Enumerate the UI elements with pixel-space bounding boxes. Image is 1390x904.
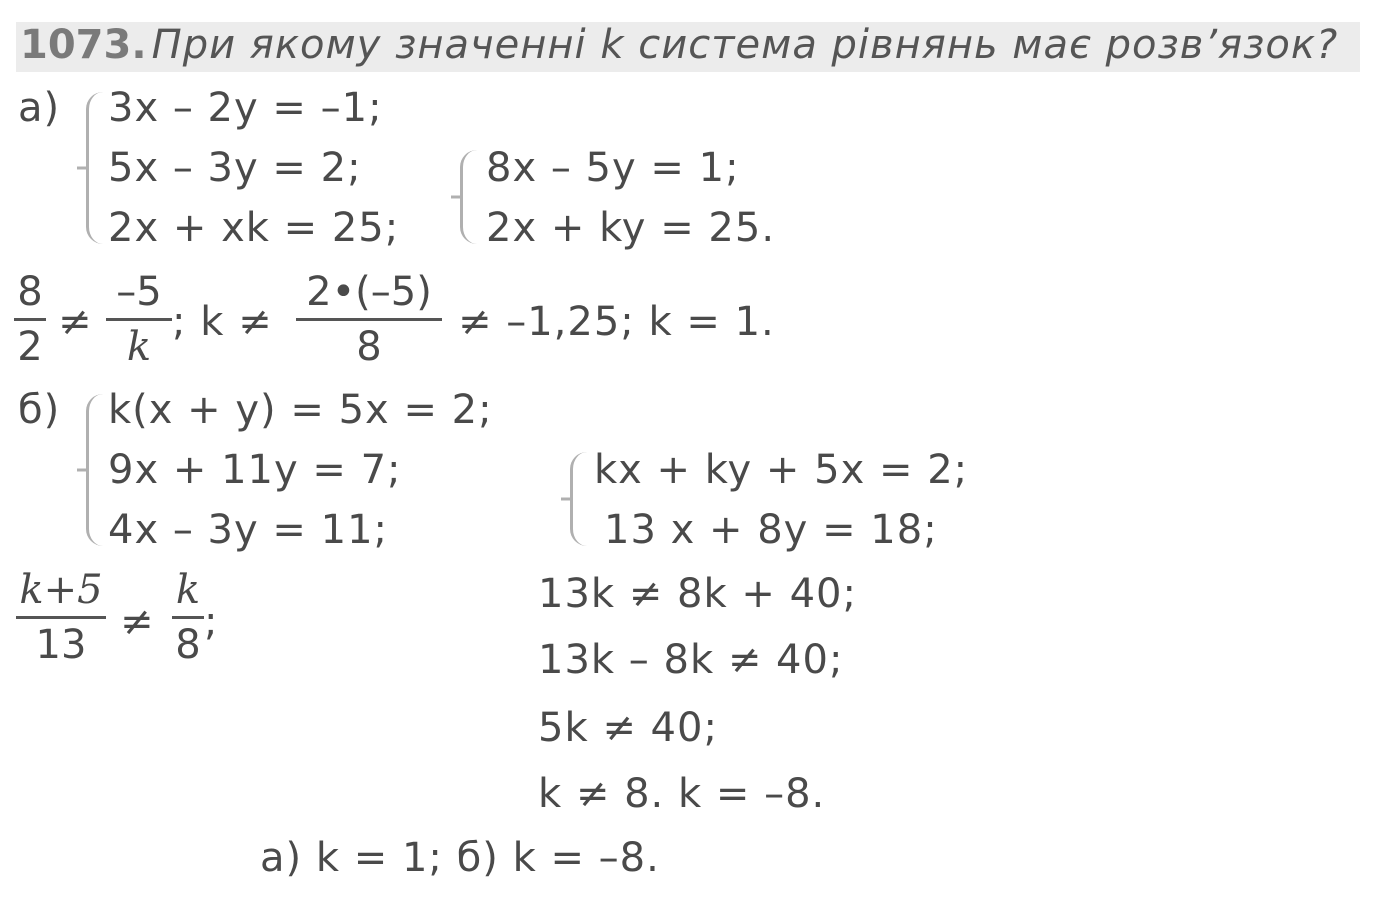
part-a-tail: ≠ –1,25; k = 1. bbox=[458, 299, 775, 345]
frac-bar bbox=[172, 616, 204, 619]
problem-number: 1073. bbox=[20, 22, 147, 68]
part-a-frac2 bbox=[106, 268, 172, 371]
frac-numerator: –5 bbox=[116, 269, 162, 315]
frac-denominator: 8 bbox=[175, 622, 201, 668]
part-b-neq: ≠ bbox=[120, 599, 155, 645]
problem-header bbox=[20, 22, 1338, 68]
frac-numerator: 8 bbox=[17, 269, 43, 315]
frac-bar bbox=[14, 318, 46, 321]
part-b-sys1-eq1: k(x + y) = 5x = 2; bbox=[108, 387, 493, 433]
frac-numerator: k+5 bbox=[19, 567, 103, 613]
part-b-step2: 13k – 8k ≠ 40; bbox=[538, 637, 844, 683]
part-a-neq: ≠ bbox=[58, 299, 93, 345]
frac-numerator: 2•(–5) bbox=[306, 269, 432, 315]
part-a-system2-brace bbox=[460, 150, 477, 244]
part-b-system1-brace bbox=[86, 394, 103, 546]
part-b-system2-brace bbox=[570, 452, 587, 546]
frac-bar bbox=[296, 318, 442, 321]
part-b-sys1-eq2: 9x + 11y = 7; bbox=[108, 447, 402, 493]
frac-bar bbox=[16, 616, 106, 619]
part-a-sys2-eq2: 2x + ky = 25. bbox=[486, 205, 776, 251]
part-b-step4: k ≠ 8. k = –8. bbox=[538, 771, 826, 817]
frac-denominator: k bbox=[126, 324, 152, 370]
part-a-sys1-eq1: 3x – 2y = –1; bbox=[108, 85, 383, 131]
part-a-system1-brace bbox=[86, 92, 103, 244]
part-b-step1: 13k ≠ 8k + 40; bbox=[538, 571, 857, 617]
frac-denominator: 8 bbox=[356, 324, 382, 370]
frac-bar bbox=[106, 318, 172, 321]
part-a-label: а) bbox=[18, 85, 61, 131]
part-b-step3: 5k ≠ 40; bbox=[538, 705, 718, 751]
part-a-mid: ; k ≠ bbox=[172, 299, 273, 345]
part-b-sys2-eq2: 13 x + 8y = 18; bbox=[604, 507, 938, 553]
final-answer: а) k = 1; б) k = –8. bbox=[260, 835, 660, 881]
problem-question: При якому значенні k система рівнянь має розв’язок? bbox=[151, 22, 1339, 68]
part-a-frac1 bbox=[14, 268, 46, 371]
part-b-sys1-eq3: 4x – 3y = 11; bbox=[108, 507, 388, 553]
frac-denominator: 2 bbox=[17, 324, 43, 370]
part-b-frac2 bbox=[172, 566, 204, 669]
part-b-semicolon: ; bbox=[204, 599, 219, 645]
part-b-label: б) bbox=[18, 387, 61, 433]
part-b-frac1 bbox=[16, 566, 106, 669]
frac-denominator: 13 bbox=[35, 622, 87, 668]
frac-numerator: k bbox=[175, 567, 201, 613]
part-a-sys2-eq1: 8x – 5y = 1; bbox=[486, 145, 740, 191]
part-a-frac3 bbox=[296, 268, 442, 371]
part-b-sys2-eq1: kx + ky + 5x = 2; bbox=[594, 447, 969, 493]
part-a-sys1-eq3: 2x + xk = 25; bbox=[108, 205, 400, 251]
part-a-sys1-eq2: 5x – 3y = 2; bbox=[108, 145, 362, 191]
